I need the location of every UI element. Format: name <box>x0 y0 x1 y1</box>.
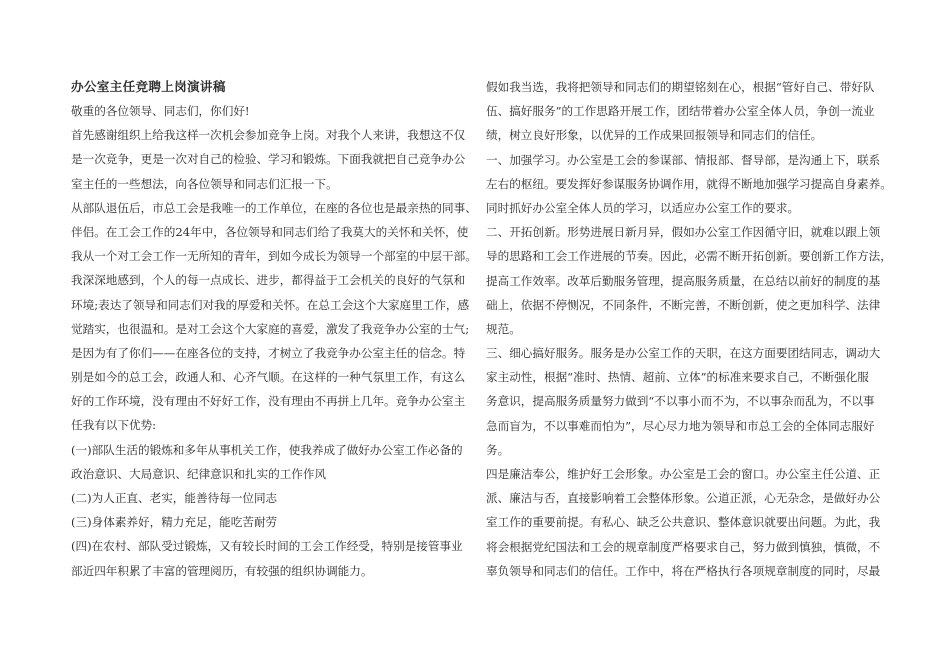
text-line: 假如我当选，我将把领导和同志们的期望铭刻在心，根据“管好自己、带好队 <box>486 80 875 94</box>
text-line: 从部队退伍后，市总工会是我唯一的工作单位，在座的各位也是最亲热的同事、 <box>71 200 477 215</box>
text-line: (三)身体素养好，精力充足，能吃苦耐劳 <box>71 515 278 530</box>
text-line: 辜负领导和同志们的信任。工作中，将在严格执行各项规章制度的同时，尽最 <box>486 563 881 578</box>
text-line: 务。 <box>486 442 510 457</box>
text-line: 三、细心搞好服务。服务是办公室工作的天职，在这方面要团结同志，调动大 <box>486 346 881 361</box>
text-line: 我深深地感到，个人的每一点成长、进步，都得益于工会机关的良好的气氛和 <box>71 273 466 288</box>
left-column-body <box>71 99 477 583</box>
text-line: 是一次竞争，更是一次对自己的检验、学习和锻炼。下面我就把自己竞争办公 <box>71 152 466 167</box>
text-line: (二)为人正直、老实，能善待每一位同志 <box>71 491 278 505</box>
text-line: (四)在农村、部队受过锻炼，又有较长时间的工会工作经受，特别是接管事业 <box>71 539 463 554</box>
text-line: 础上，依据不停恻况，不同条件，不断完善，不断创新，使之更加科学、法律 <box>486 297 881 312</box>
text-line: 伴侣。在工会工作的24年中，各位领导和同志们给了我莫大的关怀和关怀，使 <box>71 224 469 239</box>
text-line: 四是廉洁奉公，维护好工会形象。办公室是工会的窗口。办公室主任公道、正 <box>486 467 881 481</box>
text-line: 同时抓好办公室全体人员的学习，以适应办公室工作的要求。 <box>486 200 800 215</box>
left-column <box>71 75 477 583</box>
text-line: 是因为有了你们——在座各位的支持，才树立了我竞争办公室主任的信念。特 <box>71 345 466 360</box>
text-line: 绩，树立良好形象，以优异的工作成果回报领导和同志们的信任。 <box>486 128 823 143</box>
right-column <box>486 75 892 583</box>
text-line: 派、廉洁与否，直接影响着工会整体形象。公道正派，心无杂念，是做好办公 <box>486 491 881 506</box>
text-line: 提高工作效率。改革后勤服务管理，提高服务质量，在总结以前好的制度的基 <box>486 273 881 288</box>
text-line: 务意识，提高服务质量努力做到“不以事小而不为，不以事杂而乱为，不以事 <box>486 394 875 409</box>
text-line: 好的工作环境，没有理由不好好工作，没有理由不再拼上几年。竞争办公室主 <box>71 394 466 409</box>
text-line: 首先感谢组织上给我这样一次机会参加竞争上岗。对我个人来讲，我想这不仅 <box>71 128 466 143</box>
text-line: 室工作的重要前提。有私心、缺乏公共意识、整体意识就要出问题。为此，我 <box>486 515 881 530</box>
text-line: 规范。 <box>486 321 521 336</box>
text-line: (一)部队生活的锻炼和多年从事机关工作，使我养成了做好办公室工作必备的 <box>71 442 463 457</box>
text-line: 急而盲为，不以事难而怕为”，尽心尽力地为领导和市总工会的全体同志服好 <box>486 418 875 433</box>
text-line: 政治意识、大局意识、纪律意识和扎实的工作作风 <box>71 466 327 481</box>
text-line: 室主任的一些想法，向各位领导和同志们汇报一下。 <box>71 176 338 191</box>
text-line: 部近四年积累了丰富的管理阅历，有较强的组织协调能力。 <box>71 563 373 578</box>
text-line: 伍、搞好服务”的工作思路开展工作，团结带着办公室全体人员，争创一流业 <box>486 104 875 119</box>
text-line: 导的思路和工会工作进展的节奏。因此，必需不断开拓创新。要创新工作方法， <box>486 249 892 264</box>
text-line: 觉踏实，也很温和。是对工会这个大家庭的喜爱，激发了我竞争办公室的士气; <box>71 321 470 336</box>
text-line: 我从一个对工会工作一无所知的青年，到如今成长为领导一个部室的中层干部。 <box>71 249 477 264</box>
text-line: 环境;表达了领导和同志们对我的厚爱和关怀。在总工会这个大家庭里工作，感 <box>71 297 470 312</box>
right-column-body <box>486 75 892 583</box>
text-line: 家主动性，根据“准时、热情、超前、立体”的标准来要求自己，不断强化服 <box>486 370 869 385</box>
text-line: 任我有以下优势: <box>71 418 157 433</box>
text-line: 将会根据党纪国法和工会的规章制度严格要求自己，努力做到慎独，慎微，不 <box>486 539 881 554</box>
text-line: 左右的枢纽。要发挥好参谋服务协调作用，就得不断地加强学习提高自身素养。 <box>486 176 892 191</box>
text-line: 二、开拓创新。形势进展日新月异，假如办公室工作因循守旧，就难以跟上领 <box>486 225 881 240</box>
document-title: 办公室主任竞聘上岗演讲稿 <box>71 79 226 94</box>
text-line: 敬重的各位领导、同志们，你们好! <box>71 104 250 118</box>
text-line: 一、加强学习。办公室是工会的参谋部、情报部、督导部，是沟通上下，联系 <box>486 152 881 167</box>
text-line: 别是如今的总工会，政通人和、心齐气顺。在这样的一种气氛里工作，有这么 <box>71 370 466 385</box>
